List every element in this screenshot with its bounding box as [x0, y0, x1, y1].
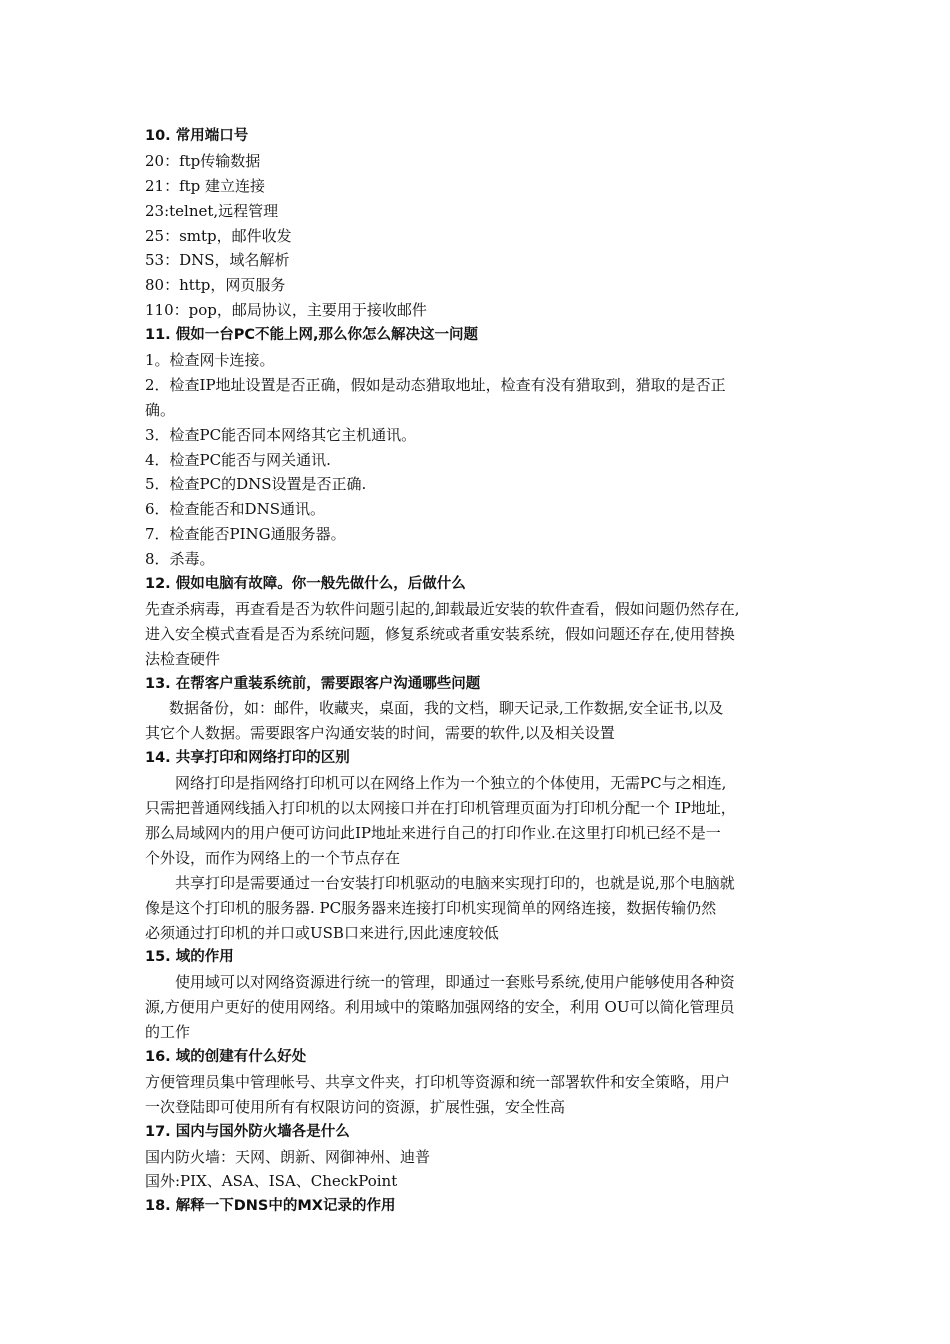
text-line: 7．检查能否PING通服务器。 — [145, 525, 346, 544]
text-line: 只需把普通网线插入打印机的以太网接口并在打印机管理页面为打印机分配一个 IP地址， — [145, 799, 736, 818]
section-heading-firewalls: 17. 国内与国外防火墙各是什么 — [145, 1123, 350, 1140]
document-page — [145, 124, 815, 1219]
section-heading-dns-mx: 18. 解释一下DNS中的MX记录的作用 — [145, 1198, 396, 1215]
text-line: 3．检查PC能否同本网络其它主机通讯。 — [145, 425, 417, 444]
text-line: 80：http，网页服务 — [145, 276, 286, 295]
text-line: 网络打印是指网络打印机可以在网络上作为一个独立的个体使用，无需PC与之相连, — [175, 774, 727, 793]
text-line: 先查杀病毒，再查看是否为软件问题引起的,卸载最近安装的软件查看，假如问题仍然存在, — [145, 599, 740, 618]
text-line: 那么局域网内的用户便可访问此IP地址来进行自己的打印作业.在这里打印机已经不是一 — [145, 823, 721, 842]
text-line: 53：DNS，域名解析 — [145, 251, 290, 270]
section-heading-printing: 14. 共享打印和网络打印的区别 — [145, 750, 350, 767]
text-line: 使用域可以对网络资源进行统一的管理，即通过一套账号系统,使用户能够使用各种资 — [175, 973, 735, 992]
text-line: 23:telnet,远程管理 — [145, 201, 279, 220]
section-heading-pc-fault: 12. 假如电脑有故障。你一般先做什么，后做什么 — [145, 576, 466, 593]
text-line: 6．检查能否和DNS通讯。 — [145, 500, 325, 519]
text-line: 必须通过打印机的并口或USB口来进行,因此速度较低 — [145, 923, 499, 942]
text-line: 4．检查PC能否与网关通讯. — [145, 450, 331, 469]
section-heading-domain-benefits: 16. 域的创建有什么好处 — [145, 1048, 307, 1065]
text-line: 2．检查IP地址设置是否正确，假如是动态猎取地址，检查有没有猎取到，猎取的是否正 — [145, 375, 726, 394]
text-line: 1。检查网卡连接。 — [145, 351, 275, 370]
text-line: 确。 — [145, 400, 176, 419]
text-line: 110：pop，邮局协议，主要用于接收邮件 — [145, 301, 427, 320]
text-line: 源,方便用户更好的使用网络。利用域中的策略加强网络的安全，利用 OU可以简化管理员 — [145, 998, 735, 1017]
text-line: 共享打印是需要通过一台安装打印机驱动的电脑来实现打印的，也就是说,那个电脑就 — [175, 873, 735, 892]
text-line: 国内防火墙：天网、朗新、网御神州、迪普 — [145, 1147, 431, 1166]
section-heading-domain-role: 15. 域的作用 — [145, 949, 234, 966]
text-line: 5．检查PC的DNS设置是否正确. — [145, 475, 367, 494]
text-line: 数据备份，如：邮件，收藏夹，桌面，我的文档，聊天记录,工作数据,安全证书,以及 — [169, 699, 724, 718]
text-line: 方便管理员集中管理帐号、共享文件夹，打印机等资源和统一部署软件和安全策略，用户 — [145, 1072, 731, 1091]
text-line: 20：ftp传输数据 — [145, 151, 261, 170]
text-line: 其它个人数据。需要跟客户沟通安装的时间，需要的软件,以及相关设置 — [145, 724, 615, 743]
text-line: 个外设，而作为网络上的一个节点存在 — [145, 848, 401, 867]
section-heading-reinstall: 13. 在帮客户重装系统前，需要跟客户沟通哪些问题 — [145, 675, 481, 692]
text-line: 像是这个打印机的服务器. PC服务器来连接打印机实现简单的网络连接，数据传输仍然 — [145, 898, 717, 917]
text-line: 的工作 — [145, 1023, 191, 1042]
section-heading-ports: 10. 常用端口号 — [145, 128, 249, 144]
text-line: 8．杀毒。 — [145, 550, 215, 569]
text-line: 21：ftp 建立连接 — [145, 176, 266, 195]
text-line: 法检查硬件 — [145, 649, 221, 668]
text-line: 进入安全模式查看是否为系统问题，修复系统或者重安装系统，假如问题还存在,使用替换 — [145, 624, 735, 643]
text-line: 25：smtp，邮件收发 — [145, 226, 292, 245]
text-line: 国外:PIX、ASA、ISA、CheckPoint — [145, 1172, 398, 1191]
text-line: 一次登陆即可使用所有有权限访问的资源，扩展性强，安全性高 — [145, 1097, 566, 1116]
section-heading-network-troubleshoot: 11. 假如一台PC不能上网,那么你怎么解决这一问题 — [145, 327, 479, 344]
